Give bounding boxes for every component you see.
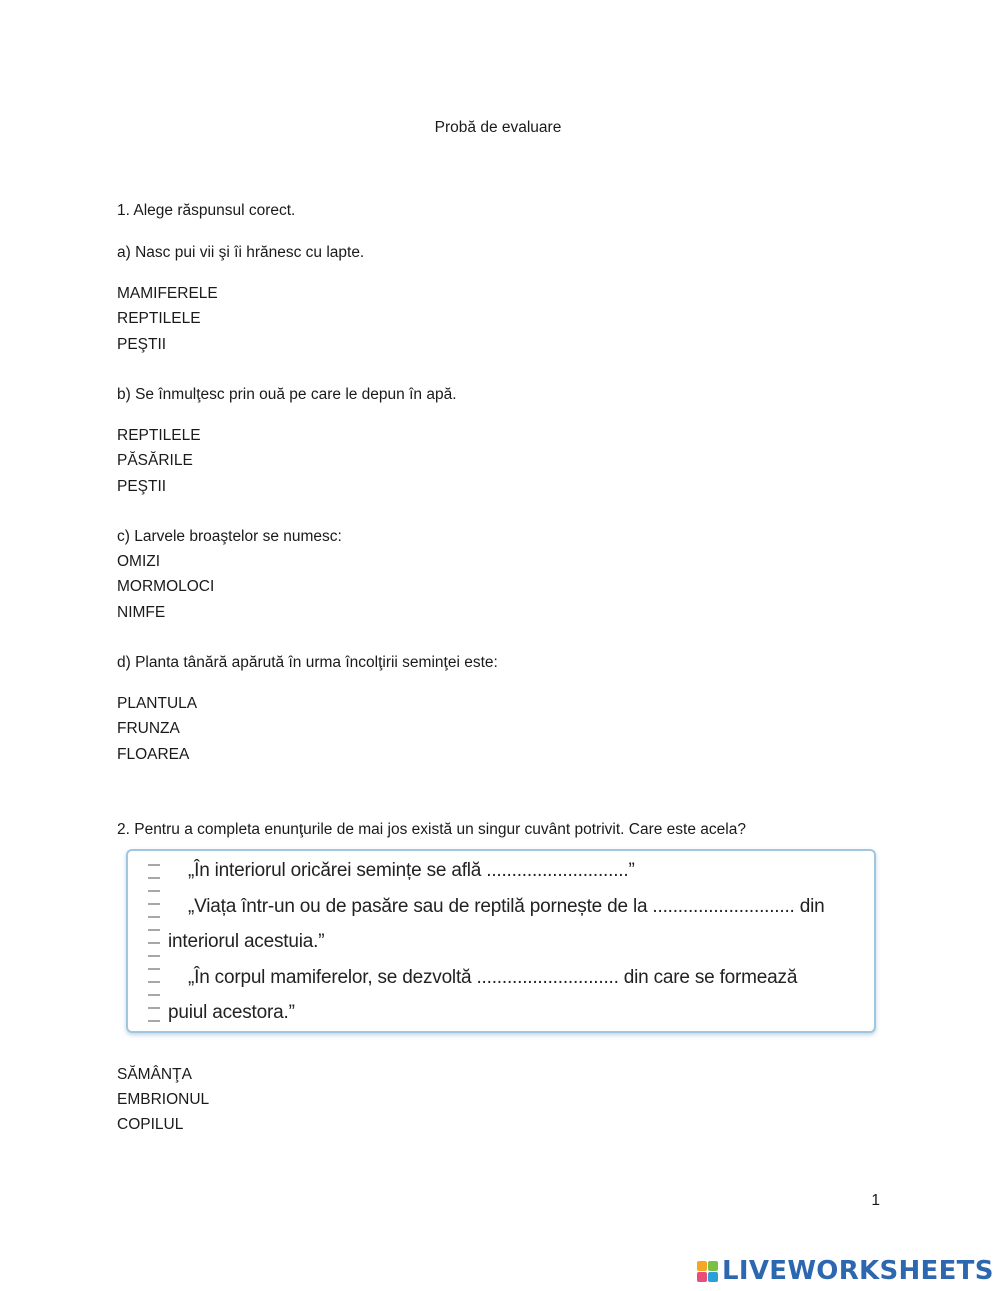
option-1c-3[interactable]: NIMFE [117, 604, 166, 621]
panel-sentence-2-cont: interiorul acestuia.” [168, 931, 325, 952]
panel-sentence-3: „În corpul mamiferelor, se dezvoltă ............................ din care se formează [188, 967, 798, 988]
question-1a-prompt: a) Nasc pui vii şi îi hrănesc cu lapte. [117, 244, 365, 261]
page-title: Probă de evaluare [434, 119, 562, 136]
option-1d-1[interactable]: PLANTULA [117, 695, 198, 712]
logo-text: LIVEWORKSHEETS [722, 1256, 994, 1286]
panel-sentence-3-cont: puiul acestora.” [168, 1002, 295, 1023]
option-1b-3[interactable]: PEŞTII [117, 478, 167, 495]
page-number: 1 [871, 1192, 880, 1209]
option-1c-1[interactable]: OMIZI [117, 553, 161, 570]
option-1b-1[interactable]: REPTILELE [117, 427, 201, 444]
sentences-panel [126, 849, 876, 1033]
liveworksheets-logo [697, 1256, 994, 1286]
question-2-heading: 2. Pentru a completa enunţurile de mai jos există un singur cuvânt potrivit. Care este acela? [117, 821, 746, 838]
question-1d-prompt: d) Planta tânără apărută în urma încolţirii seminţei este: [117, 654, 498, 671]
option-1b-2[interactable]: PĂSĂRILE [117, 452, 193, 469]
panel-sentence-1: „În interiorul oricărei semințe se află ............................” [188, 860, 635, 881]
logo-square [697, 1272, 707, 1282]
liveworksheets-logo-icon [697, 1261, 718, 1282]
option-2-3[interactable]: COPILUL [117, 1116, 184, 1133]
option-1c-2[interactable]: MORMOLOCI [117, 578, 215, 595]
logo-square [697, 1261, 707, 1271]
option-1a-1[interactable]: MAMIFERELE [117, 285, 218, 302]
question-1b-prompt: b) Se înmulţesc prin ouă pe care le depun în apă. [117, 386, 457, 403]
panel-sentence-2: „Viața într-un ou de pasăre sau de reptilă pornește de la ............................ din [188, 896, 825, 917]
panel-ruler-marks [148, 857, 160, 1025]
option-1d-2[interactable]: FRUNZA [117, 720, 180, 737]
question-1-heading: 1. Alege răspunsul corect. [117, 202, 296, 219]
logo-square [708, 1272, 718, 1282]
option-2-2[interactable]: EMBRIONUL [117, 1091, 210, 1108]
logo-square [708, 1261, 718, 1271]
option-1a-3[interactable]: PEŞTII [117, 336, 167, 353]
option-1d-3[interactable]: FLOAREA [117, 746, 190, 763]
question-1c-prompt: c) Larvele broaştelor se numesc: [117, 528, 342, 545]
option-1a-2[interactable]: REPTILELE [117, 310, 201, 327]
option-2-1[interactable]: SĂMÂNŢA [117, 1066, 192, 1083]
